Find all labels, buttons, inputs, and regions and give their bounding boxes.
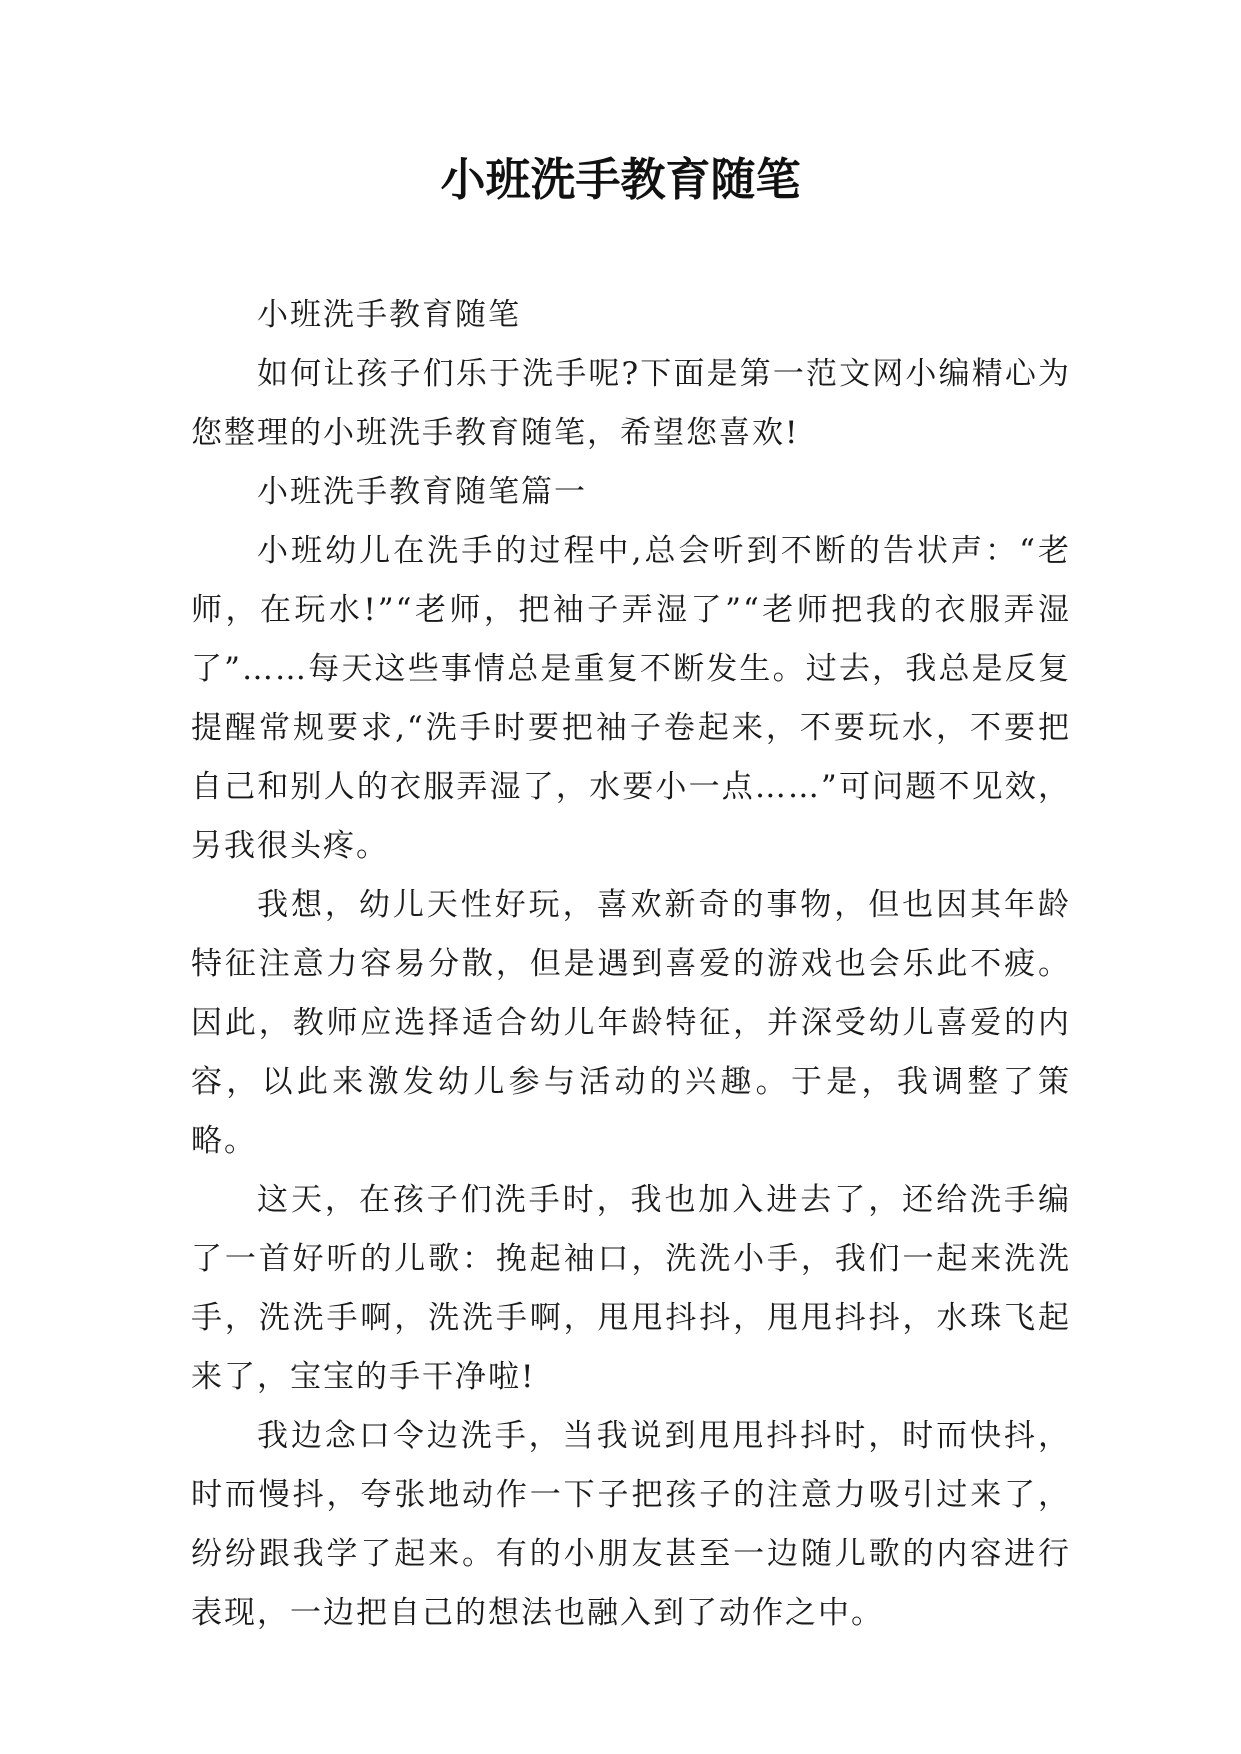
document-title: 小班洗手教育随笔 [440,153,801,206]
paragraph-song: 这天，在孩子们洗手时，我也加入进去了，还给洗手编了一首好听的儿歌：挽起袖口，洗洗小手，我们一起来洗洗手，洗洗手啊，洗洗手啊，甩甩抖抖，甩甩抖抖，水珠飞起来了，宝宝的手干净啦! [191,1182,1071,1395]
paragraph-section-heading: 小班洗手教育随笔篇一 [257,474,587,510]
paragraph-reflection: 我想，幼儿天性好玩，喜欢新奇的事物，但也因其年龄特征注意力容易分散，但是遇到喜爱的游戏也会乐此不疲。因此，教师应选择适合幼儿年龄特征，并深受幼儿喜爱的内容，以此来激发幼儿参与活动的兴趣。于是，我调整了策略。 [191,887,1071,1159]
paragraph-complaints: 小班幼儿在洗手的过程中,总会听到不断的告状声：“老师，在玩水!”“老师，把袖子弄湿了”“老师把我的衣服弄湿了”……每天这些事情总是重复不断发生。过去，我总是反复提醒常规要求,“洗手时要把袖子卷起来，不要玩水，不要把自己和别人的衣服弄湿了，水要小一点……”可问题不见效，另我很头疼。 [191,533,1071,864]
document-body [191,286,1071,1643]
paragraph-outcome: 我边念口令边洗手，当我说到甩甩抖抖时，时而快抖，时而慢抖，夸张地动作一下子把孩子的注意力吸引过来了，纷纷跟我学了起来。有的小朋友甚至一边随儿歌的内容进行表现，一边把自己的想法也融入到了动作之中。 [191,1418,1071,1631]
paragraph-subtitle: 小班洗手教育随笔 [257,297,521,333]
paragraph-intro: 如何让孩子们乐于洗手呢?下面是第一范文网小编精心为您整理的小班洗手教育随笔，希望您喜欢! [191,356,1071,451]
